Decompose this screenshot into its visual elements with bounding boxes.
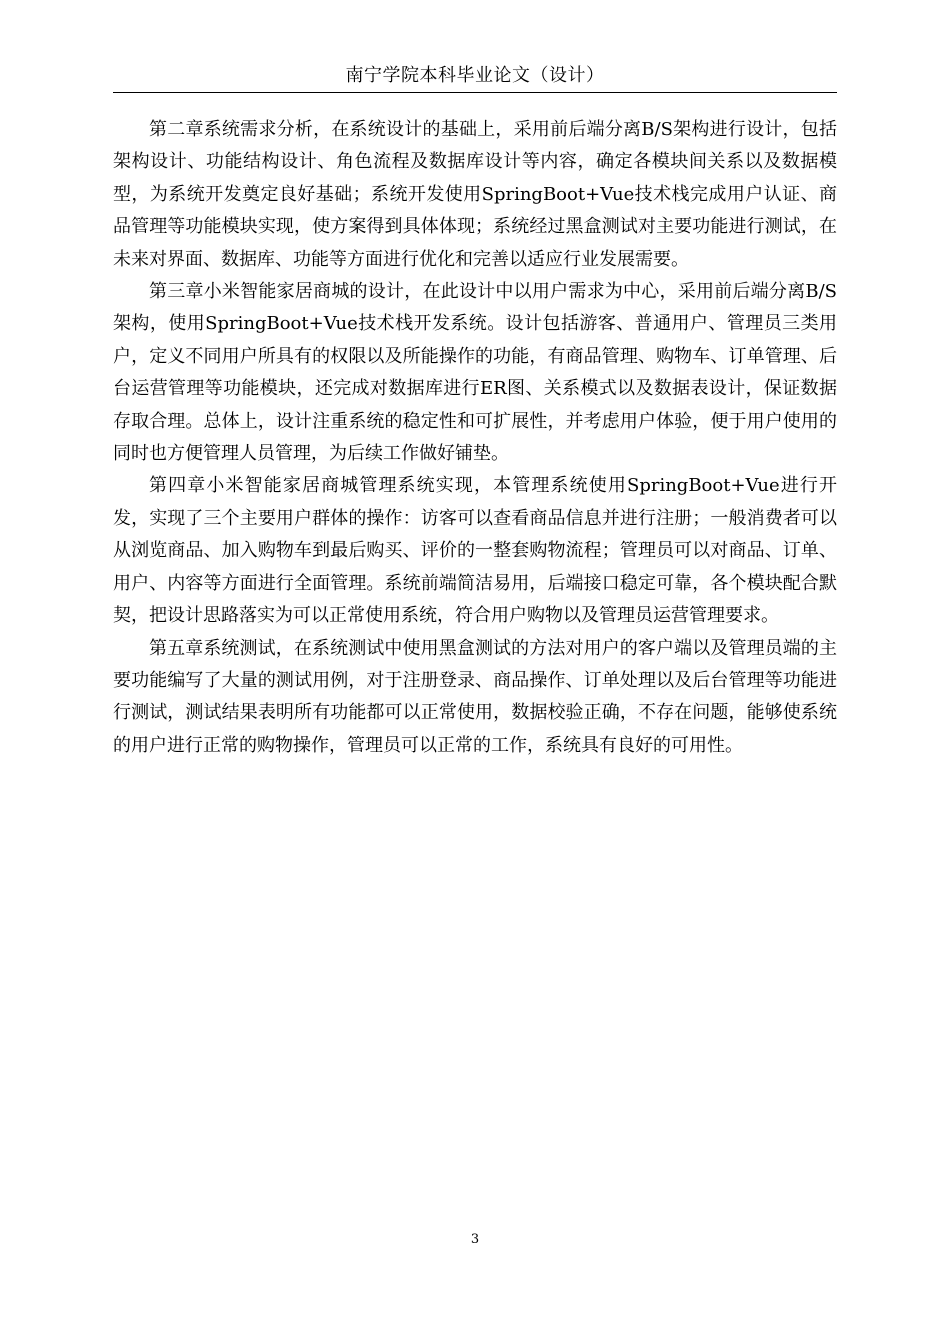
paragraph-chapter-2: 第二章系统需求分析，在系统设计的基础上，采用前后端分离B/S架构进行设计，包括架构设计、功能结构设计、角色流程及数据库设计等内容，确定各模块间关系以及数据模型，为系统开发奠定良好基础；系统开发使用SpringBoot+Vue技术栈完成用户认证、商品管理等功能模块实现，使方案得到具体体现；系统经过黑盒测试对主要功能进行测试，在未来对界面、数据库、功能等方面进行优化和完善以适应行业发展需要。 — [113, 119, 837, 270]
paragraph-chapter-4: 第四章小米智能家居商城管理系统实现，本管理系统使用SpringBoot+Vue进行开发，实现了三个主要用户群体的操作：访客可以查看商品信息并进行注册；一般消费者可以从浏览商品、加入购物车到最后购买、评价的一整套购物流程；管理员可以对商品、订单、用户、内容等方面进行全面管理。系统前端简洁易用，后端接口稳定可靠，各个模块配合默契，把设计思路落实为可以正常使用系统，符合用户购物以及管理员运营管理要求。 — [113, 475, 837, 627]
page-header: 南宁学院本科毕业论文（设计） — [345, 65, 605, 86]
paragraph-chapter-3: 第三章小米智能家居商城的设计，在此设计中以用户需求为中心，采用前后端分离B/S架构，使用SpringBoot+Vue技术栈开发系统。设计包括游客、普通用户、管理员三类用户，定义不同用户所具有的权限以及所能操作的功能，有商品管理、购物车、订单管理、后台运营管理等功能模块，还完成对数据库进行ER图、关系模式以及数据表设计，保证数据存取合理。总体上，设计注重系统的稳定性和可扩展性，并考虑用户体验，便于用户使用的同时也方便管理人员管理，为后续工作做好铺垫。 — [113, 281, 837, 465]
body-text — [113, 114, 837, 762]
header-rule — [113, 92, 837, 93]
paragraph-chapter-5: 第五章系统测试，在系统测试中使用黑盒测试的方法对用户的客户端以及管理员端的主要功能编写了大量的测试用例，对于注册登录、商品操作、订单处理以及后台管理等功能进行测试，测试结果表明所有功能都可以正常使用，数据校验正确，不存在问题，能够使系统的用户进行正常的购物操作，管理员可以正常的工作，系统具有良好的可用性。 — [113, 637, 837, 756]
page-number: 3 — [470, 1232, 480, 1247]
